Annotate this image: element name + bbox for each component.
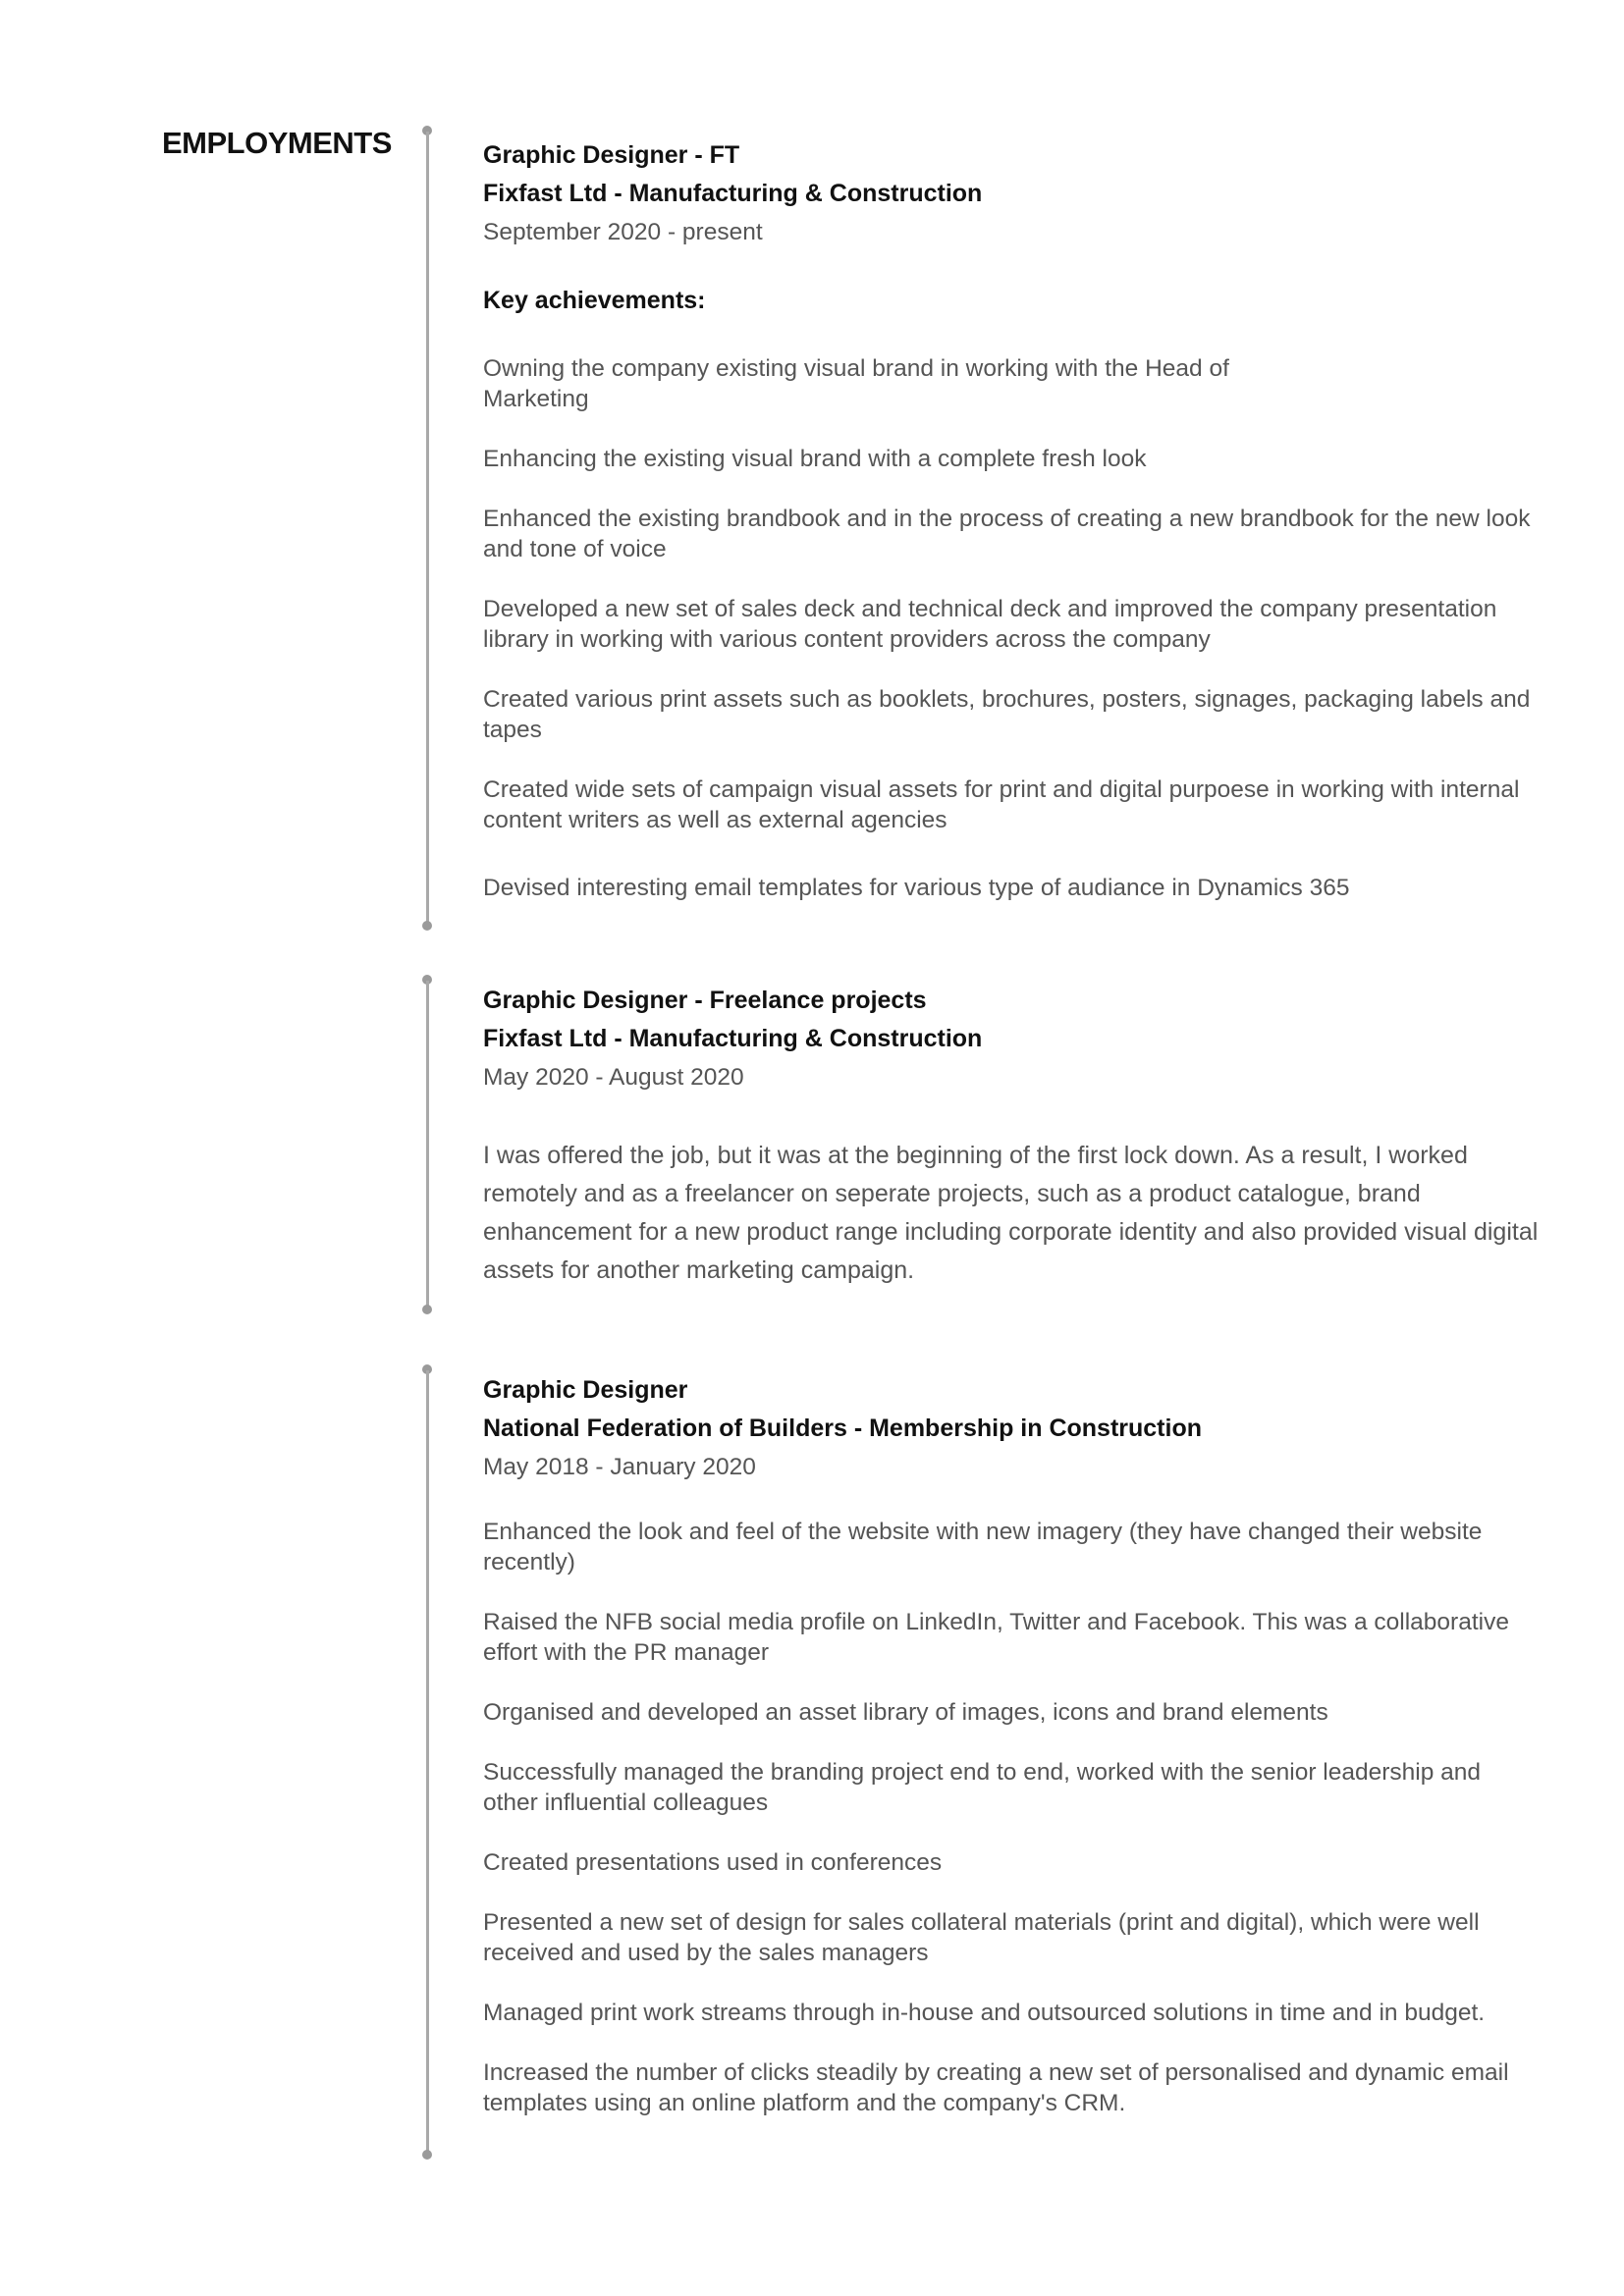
job-dates: May 2020 - August 2020	[483, 1064, 744, 1091]
timeline-line	[426, 981, 429, 1308]
key-achievements-heading: Key achievements:	[483, 287, 706, 314]
achievement-item: Increased the number of clicks steadily by creating a new set of personalised and dynamic email templates using an online platform and the company's CRM.	[483, 2059, 1509, 2116]
achievement-item: Enhanced the existing brandbook and in the process of creating a new brandbook for the new look and tone of voice	[483, 506, 1531, 562]
job-dates: May 2018 - January 2020	[483, 1454, 756, 1480]
timeline-line	[426, 1370, 429, 2154]
achievement-item: Created presentations used in conferences	[483, 1849, 943, 1876]
job-title: Graphic Designer - Freelance projects	[483, 987, 927, 1014]
timeline-line	[426, 132, 429, 925]
achievements-list	[483, 1517, 1563, 2118]
job-company: National Federation of Builders - Membership in Construction	[483, 1415, 1202, 1442]
timeline-dot-end	[422, 2150, 432, 2160]
achievement-item: Managed print work streams through in-house and outsourced solutions in time and in budget.	[483, 2000, 1486, 2026]
job-description: I was offered the job, but it was at the beginning of the first lock down. As a result, I worked remotely and as a freelancer on seperate projects, such as a product catalogue, brand enhancement for a new product range including corporate identity and also provided visual digital assets for another marketing campaign.	[483, 1142, 1539, 1284]
timeline-dot-end	[422, 921, 432, 931]
job-entry	[483, 982, 1563, 1290]
achievement-item: Created wide sets of campaign visual assets for print and digital purpoese in working with internal content writers as well as external agencies	[483, 776, 1520, 833]
timeline-dot-end	[422, 1305, 432, 1314]
job-entry	[483, 136, 1563, 903]
achievement-item: Raised the NFB social media profile on LinkedIn, Twitter and Facebook. This was a collaborative effort with the PR manager	[483, 1609, 1509, 1666]
achievement-item: Enhancing the existing visual brand with a complete fresh look	[483, 446, 1147, 472]
job-title: Graphic Designer - FT	[483, 141, 740, 169]
achievement-item: Successfully managed the branding project end to end, worked with the senior leadership and other influential colleagues	[483, 1759, 1482, 1816]
job-dates: September 2020 - present	[483, 219, 763, 245]
job-company: Fixfast Ltd - Manufacturing & Construction	[483, 180, 983, 207]
achievement-item: Presented a new set of design for sales collateral materials (print and digital), which were well received and used by the sales managers	[483, 1909, 1480, 1966]
job-entry	[483, 1371, 1563, 2118]
achievements-list	[483, 353, 1563, 903]
achievement-item: Owning the company existing visual brand in working with the Head of Marketing	[483, 355, 1229, 412]
achievement-item: Developed a new set of sales deck and technical deck and improved the company presentation library in working with various content providers across the company	[483, 596, 1497, 653]
achievement-item: Organised and developed an asset library of images, icons and brand elements	[483, 1699, 1328, 1726]
achievement-item: Created various print assets such as booklets, brochures, posters, signages, packaging labels and tapes	[483, 686, 1531, 743]
job-company: Fixfast Ltd - Manufacturing & Construction	[483, 1025, 983, 1052]
section-title: EMPLOYMENTS	[162, 126, 392, 160]
achievement-item: Enhanced the look and feel of the website with new imagery (they have changed their website recently)	[483, 1519, 1483, 1575]
job-title: Graphic Designer	[483, 1376, 688, 1404]
achievement-item: Devised interesting email templates for various type of audiance in Dynamics 365	[483, 875, 1350, 901]
